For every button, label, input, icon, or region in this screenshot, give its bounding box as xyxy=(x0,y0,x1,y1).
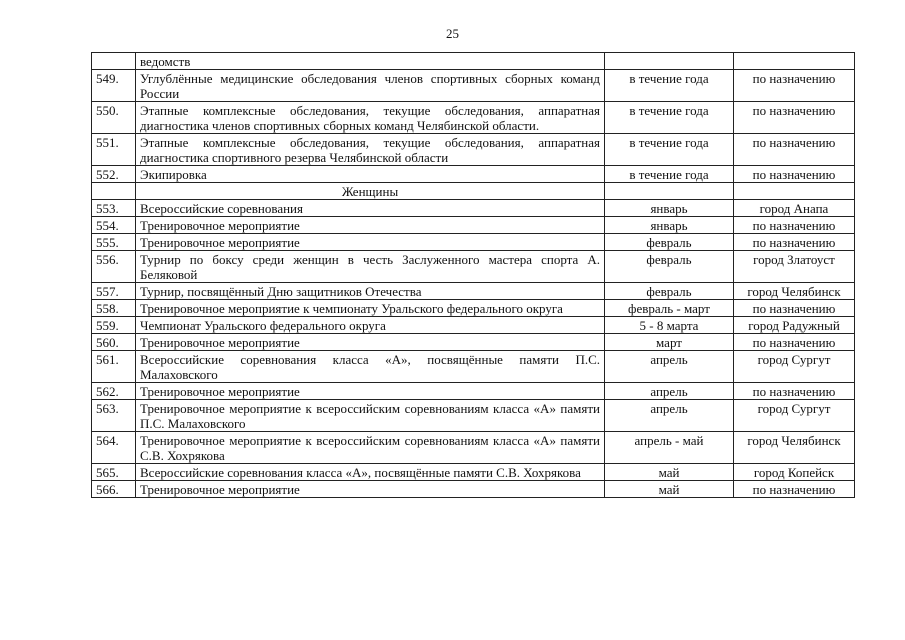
table-row xyxy=(92,432,855,464)
event-place: город Анапа xyxy=(734,200,855,217)
event-date: январь xyxy=(605,217,734,234)
table-row xyxy=(92,200,855,217)
table-row xyxy=(92,400,855,432)
table-row xyxy=(92,53,855,70)
row-number: 561. xyxy=(92,351,136,383)
event-date: в течение года xyxy=(605,70,734,102)
table-row xyxy=(92,334,855,351)
row-number xyxy=(92,53,136,70)
event-place: город Копейск xyxy=(734,464,855,481)
event-date: в течение года xyxy=(605,166,734,183)
row-number: 556. xyxy=(92,251,136,283)
table-row xyxy=(92,70,855,102)
event-place: по назначению xyxy=(734,102,855,134)
table-row xyxy=(92,464,855,481)
section-header: Женщины xyxy=(136,183,605,200)
event-date: апрель - май xyxy=(605,432,734,464)
event-name: Тренировочное мероприятие xyxy=(136,217,605,234)
row-number: 551. xyxy=(92,134,136,166)
events-table xyxy=(91,52,855,498)
event-place: город Сургут xyxy=(734,400,855,432)
row-number: 549. xyxy=(92,70,136,102)
event-date-empty xyxy=(605,183,734,200)
row-number: 560. xyxy=(92,334,136,351)
row-number: 566. xyxy=(92,481,136,498)
event-date: февраль xyxy=(605,251,734,283)
section-row xyxy=(92,183,855,200)
event-place: по назначению xyxy=(734,334,855,351)
event-name: Чемпионат Уральского федерального округа xyxy=(136,317,605,334)
table-row xyxy=(92,134,855,166)
row-number: 563. xyxy=(92,400,136,432)
table-row xyxy=(92,481,855,498)
event-date: февраль xyxy=(605,283,734,300)
event-date: 5 - 8 марта xyxy=(605,317,734,334)
event-date: апрель xyxy=(605,383,734,400)
page-number: 25 xyxy=(446,26,459,41)
event-place: по назначению xyxy=(734,217,855,234)
row-number: 559. xyxy=(92,317,136,334)
table-row xyxy=(92,217,855,234)
row-number: 555. xyxy=(92,234,136,251)
event-name: Тренировочное мероприятие к всероссийским соревнованиям класса «А» памяти П.С. Малаховского xyxy=(136,400,605,432)
event-date: апрель xyxy=(605,351,734,383)
row-number: 564. xyxy=(92,432,136,464)
table-row xyxy=(92,300,855,317)
event-place: город Челябинск xyxy=(734,283,855,300)
event-date xyxy=(605,53,734,70)
event-date: март xyxy=(605,334,734,351)
event-name: Тренировочное мероприятие xyxy=(136,383,605,400)
event-place: по назначению xyxy=(734,383,855,400)
row-number-empty xyxy=(92,183,136,200)
row-number: 553. xyxy=(92,200,136,217)
event-place: город Сургут xyxy=(734,351,855,383)
event-date: в течение года xyxy=(605,102,734,134)
table-row xyxy=(92,102,855,134)
event-name: Всероссийские соревнования класса «А», посвящённые памяти С.В. Хохрякова xyxy=(136,464,605,481)
table-row xyxy=(92,283,855,300)
event-name: Этапные комплексные обследования, текущие обследования, аппаратная диагностика членов спортивных сборных команд Челябинской области. xyxy=(136,102,605,134)
event-date: февраль xyxy=(605,234,734,251)
event-date: май xyxy=(605,481,734,498)
event-name: Тренировочное мероприятие xyxy=(136,481,605,498)
event-name: Тренировочное мероприятие xyxy=(136,234,605,251)
table-row xyxy=(92,351,855,383)
event-name: Экипировка xyxy=(136,166,605,183)
row-number: 565. xyxy=(92,464,136,481)
event-name: Тренировочное мероприятие к чемпионату Уральского федерального округа xyxy=(136,300,605,317)
event-place: по назначению xyxy=(734,70,855,102)
event-place: по назначению xyxy=(734,134,855,166)
event-date: январь xyxy=(605,200,734,217)
event-place: по назначению xyxy=(734,481,855,498)
event-place: город Челябинск xyxy=(734,432,855,464)
event-date: в течение года xyxy=(605,134,734,166)
event-name: Тренировочное мероприятие xyxy=(136,334,605,351)
event-name: Турнир по боксу среди женщин в честь Заслуженного мастера спорта А. Беляковой xyxy=(136,251,605,283)
row-number: 557. xyxy=(92,283,136,300)
event-place: по назначению xyxy=(734,166,855,183)
table-row xyxy=(92,317,855,334)
event-date: апрель xyxy=(605,400,734,432)
row-number: 550. xyxy=(92,102,136,134)
table-row xyxy=(92,383,855,400)
event-name: Углублённые медицинские обследования членов спортивных сборных команд России xyxy=(136,70,605,102)
event-date: май xyxy=(605,464,734,481)
event-place-empty xyxy=(734,183,855,200)
event-name: Тренировочное мероприятие к всероссийским соревнованиям класса «А» памяти С.В. Хохрякова xyxy=(136,432,605,464)
event-name: Этапные комплексные обследования, текущие обследования, аппаратная диагностика спортивного резерва Челябинской области xyxy=(136,134,605,166)
row-number: 554. xyxy=(92,217,136,234)
table-row xyxy=(92,251,855,283)
row-number: 558. xyxy=(92,300,136,317)
row-number: 552. xyxy=(92,166,136,183)
event-place: по назначению xyxy=(734,234,855,251)
event-place: город Радужный xyxy=(734,317,855,334)
event-name: Всероссийские соревнования класса «А», посвящённые памяти П.С. Малаховского xyxy=(136,351,605,383)
table-row xyxy=(92,234,855,251)
event-date: февраль - март xyxy=(605,300,734,317)
event-place: город Златоуст xyxy=(734,251,855,283)
event-place xyxy=(734,53,855,70)
row-number: 562. xyxy=(92,383,136,400)
event-place: по назначению xyxy=(734,300,855,317)
table-row xyxy=(92,166,855,183)
event-name: Всероссийские соревнования xyxy=(136,200,605,217)
event-name: ведомств xyxy=(136,53,605,70)
event-name: Турнир, посвящённый Дню защитников Отечества xyxy=(136,283,605,300)
